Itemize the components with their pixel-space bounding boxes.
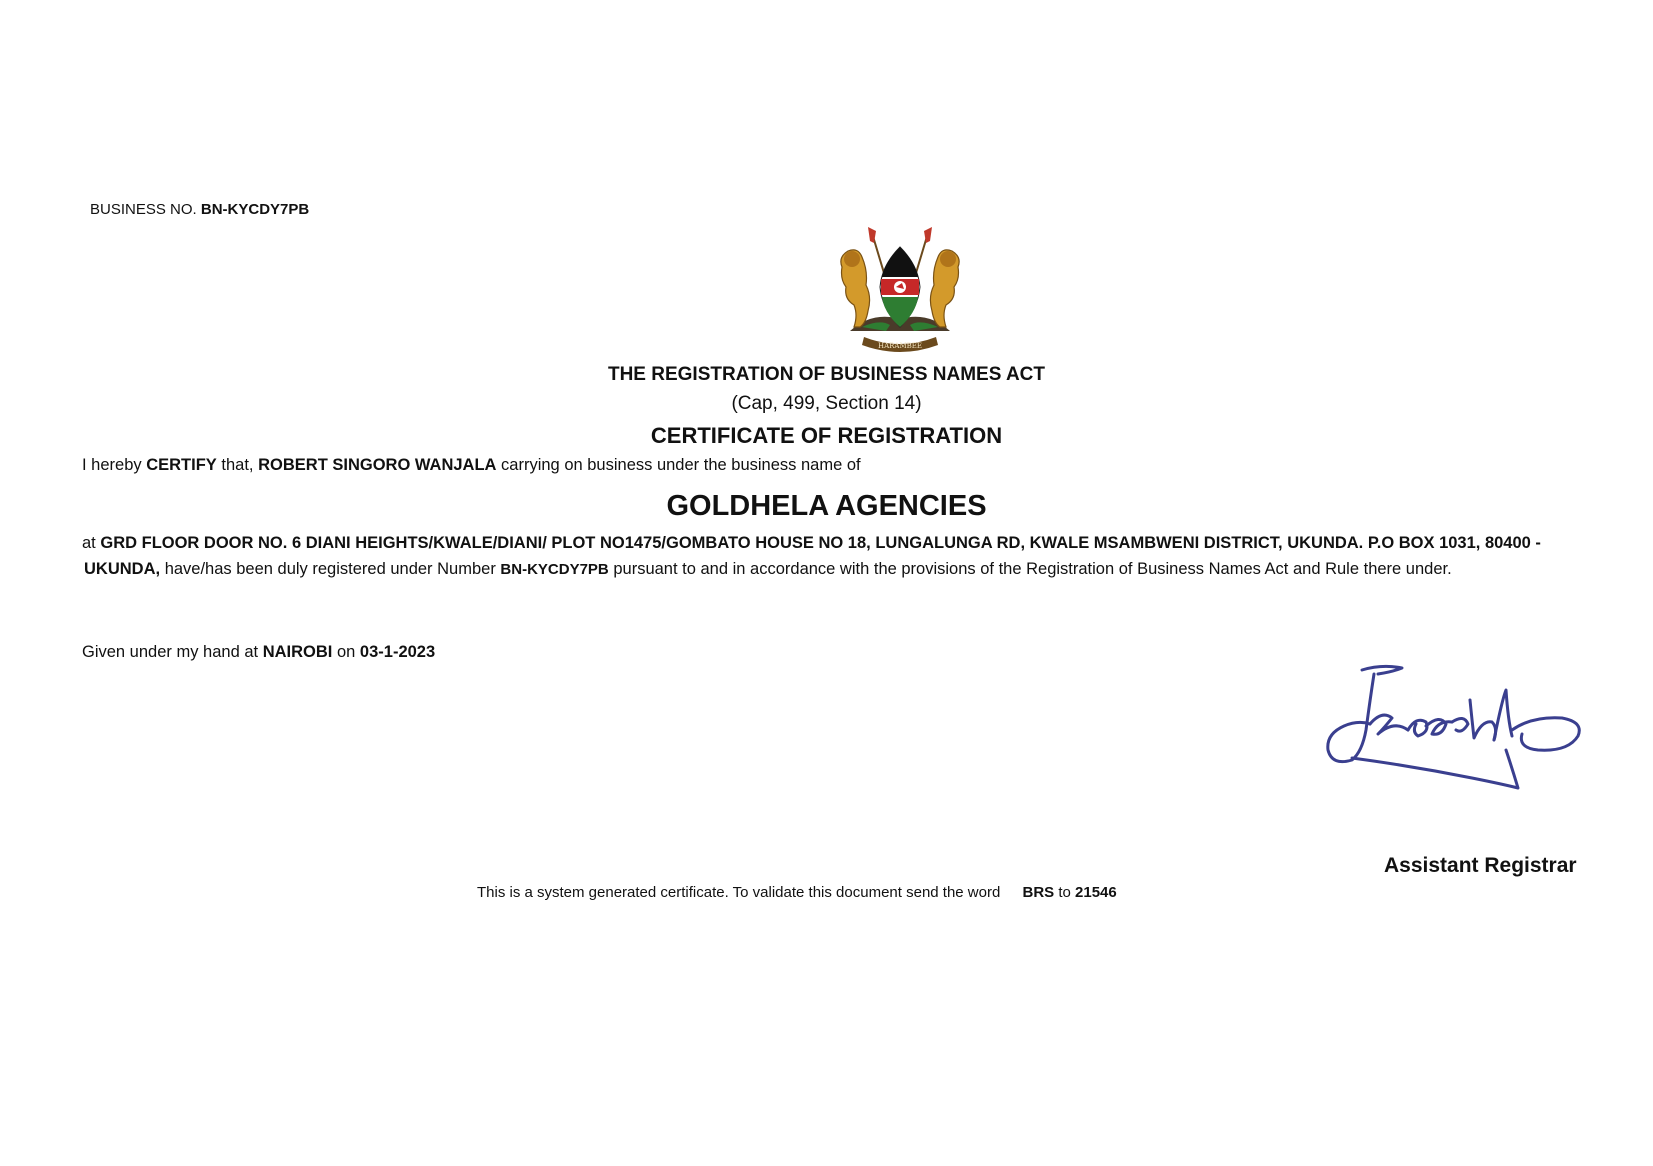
given-statement <box>82 643 435 662</box>
footer-text: This is a system generated certificate. To validate this document send the word <box>477 884 1001 901</box>
motto-text: HARAMBEE <box>877 342 923 350</box>
business-number-label: BUSINESS NO. <box>90 201 197 218</box>
registration-number: BN-KYCDY7PB <box>500 561 609 578</box>
given-date: 03-1-2023 <box>359 643 436 661</box>
given-prefix: Given under my hand at <box>82 643 259 661</box>
certify-that: that, <box>221 456 254 474</box>
certify-word: CERTIFY <box>146 456 217 474</box>
certify-suffix: carrying on business under the business name of <box>501 456 861 474</box>
business-address-town: UKUNDA, <box>84 560 161 578</box>
footer-keyword: BRS <box>1022 884 1055 901</box>
owner-name: ROBERT SINGORO WANJALA <box>258 456 497 474</box>
act-title: THE REGISTRATION OF BUSINESS NAMES ACT <box>607 364 1046 385</box>
provisions-text: pursuant to and in accordance with the provisions of the Registration of Business Names Act and Rule there under. <box>613 560 1452 578</box>
coat-of-arms-emblem <box>832 227 968 355</box>
certify-prefix: I hereby <box>82 456 142 474</box>
footer-to: to <box>1058 884 1071 901</box>
validation-footer <box>477 884 1117 901</box>
registered-text: have/has been duly registered under Number <box>164 560 496 578</box>
business-address: GRD FLOOR DOOR NO. 6 DIANI HEIGHTS/KWALE/DIANI/ PLOT NO1475/GOMBATO HOUSE NO 18, LUNGALUNGA RD, KWALE MSAMBWENI DISTRICT, UKUNDA. P.O BOX 1031, 80400 - <box>100 534 1541 552</box>
registrar-signature <box>1322 660 1582 800</box>
act-reference: (Cap, 499, Section 14) <box>731 393 922 414</box>
given-place: NAIROBI <box>262 643 333 661</box>
certify-statement <box>82 456 861 475</box>
given-on: on <box>336 643 356 661</box>
address-at: at <box>82 534 96 552</box>
footer-shortcode: 21546 <box>1075 884 1117 901</box>
address-line-2 <box>84 560 1452 579</box>
certificate-title: CERTIFICATE OF REGISTRATION <box>650 423 1003 448</box>
business-number-value: BN-KYCDY7PB <box>200 201 310 218</box>
business-name: GOLDHELA AGENCIES <box>666 490 987 522</box>
business-number <box>90 201 309 218</box>
signatory-title: Assistant Registrar <box>1384 854 1577 877</box>
address-line-1 <box>82 534 1541 553</box>
